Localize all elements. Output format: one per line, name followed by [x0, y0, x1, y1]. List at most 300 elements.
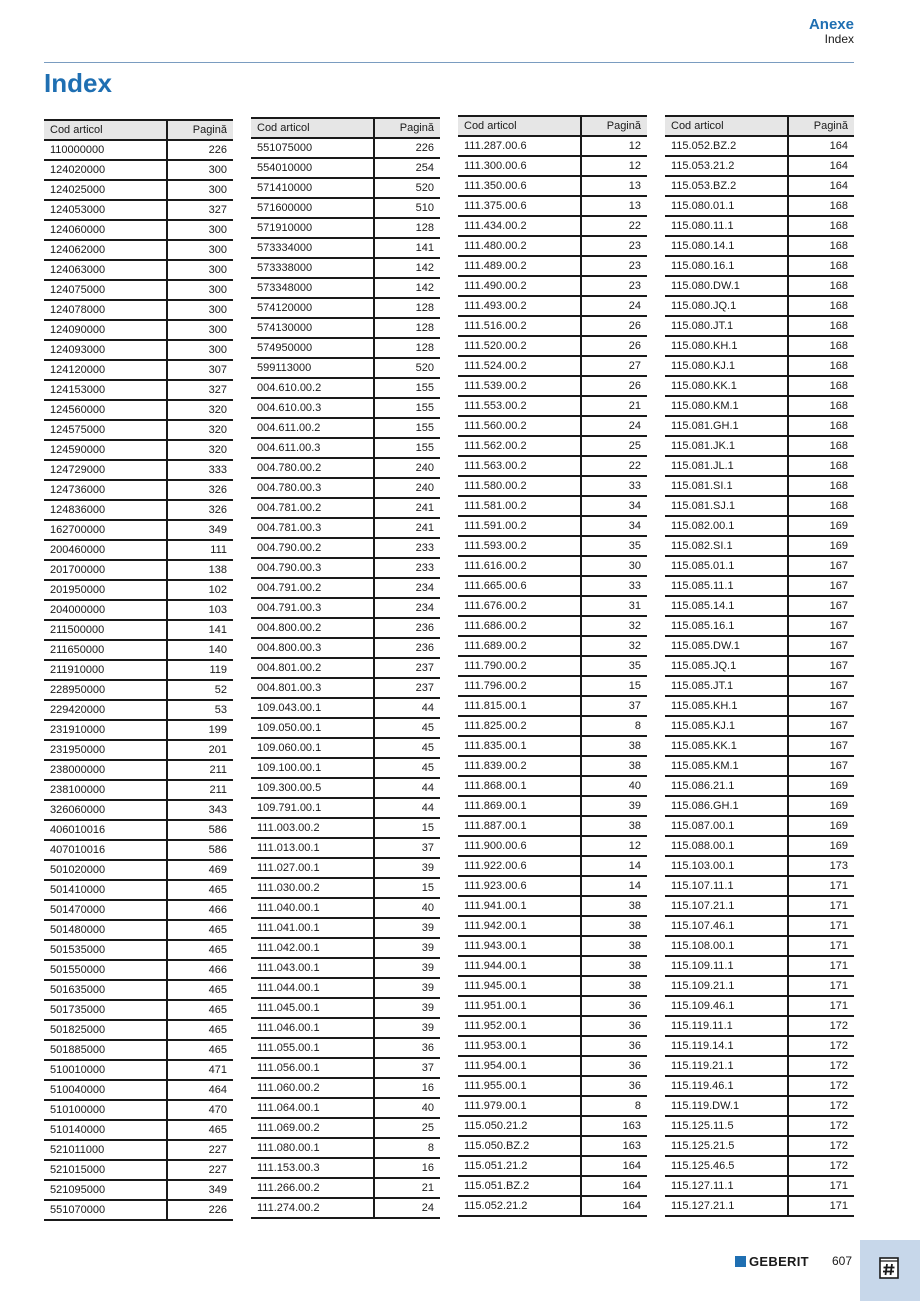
index-table-3	[458, 115, 647, 1217]
article-code: 111.686.00.2	[458, 616, 581, 636]
page-reference: 254	[374, 158, 440, 178]
page-reference: 15	[374, 878, 440, 898]
page-reference: 35	[581, 536, 647, 556]
article-code: 115.080.11.1	[665, 216, 788, 236]
article-code: 111.581.00.2	[458, 496, 581, 516]
table-row	[665, 1036, 854, 1056]
article-code: 111.953.00.1	[458, 1036, 581, 1056]
article-code: 004.780.00.2	[251, 458, 374, 478]
page-reference: 33	[581, 476, 647, 496]
table-row	[251, 1178, 440, 1198]
article-code: 211500000	[44, 620, 167, 640]
article-code: 111.591.00.2	[458, 516, 581, 536]
page-reference: 36	[581, 1036, 647, 1056]
table-row	[665, 936, 854, 956]
article-code: 111.941.00.1	[458, 896, 581, 916]
page-reference: 40	[374, 898, 440, 918]
page-reference: 171	[788, 956, 854, 976]
page-reference: 172	[788, 1076, 854, 1096]
page-reference: 44	[374, 698, 440, 718]
table-row	[665, 1016, 854, 1036]
article-code: 115.127.11.1	[665, 1176, 788, 1196]
article-code: 124736000	[44, 480, 167, 500]
article-code: 204000000	[44, 600, 167, 620]
page-reference: 163	[581, 1116, 647, 1136]
table-row	[251, 1098, 440, 1118]
table-row	[251, 1018, 440, 1038]
article-code: 111.952.00.1	[458, 1016, 581, 1036]
article-code: 109.791.00.1	[251, 798, 374, 818]
page-reference: 169	[788, 816, 854, 836]
index-table-4	[665, 115, 854, 1217]
page-reference: 211	[167, 780, 233, 800]
page-reference: 155	[374, 418, 440, 438]
article-code: 115.109.46.1	[665, 996, 788, 1016]
article-code: 115.085.JT.1	[665, 676, 788, 696]
table-row	[458, 176, 647, 196]
table-row	[44, 860, 233, 880]
article-code: 124053000	[44, 200, 167, 220]
page-reference: 169	[788, 796, 854, 816]
article-code: 115.082.00.1	[665, 516, 788, 536]
article-code: 004.611.00.2	[251, 418, 374, 438]
article-code: 501535000	[44, 940, 167, 960]
page-reference: 169	[788, 516, 854, 536]
article-code: 111.922.00.6	[458, 856, 581, 876]
page-reference: 171	[788, 1196, 854, 1216]
table-row	[458, 1016, 647, 1036]
table-row	[458, 216, 647, 236]
table-row	[251, 1038, 440, 1058]
page-reference: 38	[581, 896, 647, 916]
article-code: 551070000	[44, 1200, 167, 1220]
article-code: 111.027.00.1	[251, 858, 374, 878]
table-row	[44, 720, 233, 740]
article-code: 115.081.GH.1	[665, 416, 788, 436]
article-code: 111.287.00.6	[458, 136, 581, 156]
page-reference: 172	[788, 1136, 854, 1156]
table-row	[458, 896, 647, 916]
page-reference: 300	[167, 320, 233, 340]
page-reference: 12	[581, 136, 647, 156]
page-reference: 171	[788, 976, 854, 996]
article-code: 228950000	[44, 680, 167, 700]
page-reference: 155	[374, 438, 440, 458]
article-code: 238100000	[44, 780, 167, 800]
article-code: 004.781.00.3	[251, 518, 374, 538]
table-row	[458, 636, 647, 656]
page-reference: 168	[788, 396, 854, 416]
article-code: 115.053.21.2	[665, 156, 788, 176]
article-code: 004.781.00.2	[251, 498, 374, 518]
page-reference: 173	[788, 856, 854, 876]
page-reference: 44	[374, 798, 440, 818]
article-code: 111.923.00.6	[458, 876, 581, 896]
table-row	[458, 756, 647, 776]
notepad-hash-icon	[877, 1256, 901, 1280]
page-reference: 14	[581, 856, 647, 876]
table-row	[665, 956, 854, 976]
page-reference: 168	[788, 256, 854, 276]
page-reference: 142	[374, 258, 440, 278]
page-reference: 164	[581, 1156, 647, 1176]
table-header-row	[458, 116, 647, 136]
table-row	[251, 478, 440, 498]
page-reference: 168	[788, 496, 854, 516]
table-row	[458, 496, 647, 516]
table-row	[44, 220, 233, 240]
page-reference: 172	[788, 1056, 854, 1076]
article-code: 111.553.00.2	[458, 396, 581, 416]
page-reference: 38	[581, 916, 647, 936]
table-row	[665, 816, 854, 836]
article-code: 111.815.00.1	[458, 696, 581, 716]
table-row	[44, 520, 233, 540]
page-reference: 128	[374, 298, 440, 318]
article-code: 115.051.BZ.2	[458, 1176, 581, 1196]
article-code: 111.942.00.1	[458, 916, 581, 936]
article-code: 115.119.11.1	[665, 1016, 788, 1036]
article-code: 111.375.00.6	[458, 196, 581, 216]
article-code: 201700000	[44, 560, 167, 580]
page-reference: 466	[167, 960, 233, 980]
table-row	[458, 736, 647, 756]
page-reference: 320	[167, 400, 233, 420]
article-code: 571910000	[251, 218, 374, 238]
table-row	[44, 180, 233, 200]
article-code: 201950000	[44, 580, 167, 600]
page-reference: 38	[581, 956, 647, 976]
page-reference: 168	[788, 416, 854, 436]
page-reference: 172	[788, 1156, 854, 1176]
table-row	[665, 1056, 854, 1076]
table-row	[44, 600, 233, 620]
article-code: 111.796.00.2	[458, 676, 581, 696]
table-row	[665, 336, 854, 356]
article-code: 115.119.46.1	[665, 1076, 788, 1096]
article-code: 115.086.GH.1	[665, 796, 788, 816]
page-reference: 39	[374, 918, 440, 938]
article-code: 111.013.00.1	[251, 838, 374, 858]
page-reference: 349	[167, 1180, 233, 1200]
article-code: 004.801.00.3	[251, 678, 374, 698]
article-code: 004.801.00.2	[251, 658, 374, 678]
page-reference: 465	[167, 1040, 233, 1060]
table-row	[251, 198, 440, 218]
article-code: 111.493.00.2	[458, 296, 581, 316]
page-reference: 111	[167, 540, 233, 560]
article-code: 115.125.46.5	[665, 1156, 788, 1176]
table-row	[44, 1180, 233, 1200]
page-reference: 171	[788, 876, 854, 896]
table-row	[251, 438, 440, 458]
table-row	[251, 1118, 440, 1138]
table-row	[665, 1096, 854, 1116]
table-row	[44, 760, 233, 780]
article-code: 111.153.00.3	[251, 1158, 374, 1178]
page-reference: 164	[581, 1196, 647, 1216]
article-code: 554010000	[251, 158, 374, 178]
page-reference: 24	[374, 1198, 440, 1218]
page-reference: 300	[167, 160, 233, 180]
page-reference: 233	[374, 538, 440, 558]
article-code: 115.052.BZ.2	[665, 136, 788, 156]
article-code: 510040000	[44, 1080, 167, 1100]
page-reference: 326	[167, 480, 233, 500]
page-reference: 24	[581, 416, 647, 436]
table-row	[665, 996, 854, 1016]
article-code: 115.087.00.1	[665, 816, 788, 836]
table-row	[458, 476, 647, 496]
table-row	[251, 498, 440, 518]
table-row	[665, 196, 854, 216]
article-code: 111.887.00.1	[458, 816, 581, 836]
article-code: 111.520.00.2	[458, 336, 581, 356]
article-code: 573338000	[251, 258, 374, 278]
article-code: 115.080.DW.1	[665, 276, 788, 296]
page-reference: 36	[581, 1056, 647, 1076]
article-code: 115.080.KH.1	[665, 336, 788, 356]
table-row	[665, 136, 854, 156]
page-reference: 155	[374, 398, 440, 418]
table-row	[251, 298, 440, 318]
table-row	[251, 978, 440, 998]
page-reference: 167	[788, 696, 854, 716]
article-code: 115.109.11.1	[665, 956, 788, 976]
page-reference: 241	[374, 518, 440, 538]
table-row	[44, 440, 233, 460]
article-code: 111.045.00.1	[251, 998, 374, 1018]
table-row	[458, 416, 647, 436]
table-row	[665, 456, 854, 476]
table-row	[44, 360, 233, 380]
article-code: 109.060.00.1	[251, 738, 374, 758]
article-code: 573348000	[251, 278, 374, 298]
article-code: 115.085.KK.1	[665, 736, 788, 756]
table-row	[665, 436, 854, 456]
page-reference: 27	[581, 356, 647, 376]
article-code: 115.085.KM.1	[665, 756, 788, 776]
table-row	[44, 920, 233, 940]
page-reference: 167	[788, 616, 854, 636]
page-reference: 37	[374, 1058, 440, 1078]
article-code: 111.300.00.6	[458, 156, 581, 176]
article-code: 110000000	[44, 140, 167, 160]
article-code: 111.900.00.6	[458, 836, 581, 856]
article-code: 211650000	[44, 640, 167, 660]
table-row	[458, 436, 647, 456]
table-row	[458, 536, 647, 556]
table-row	[458, 1196, 647, 1216]
article-code: 111.043.00.1	[251, 958, 374, 978]
table-row	[251, 538, 440, 558]
article-code: 115.085.11.1	[665, 576, 788, 596]
page-reference: 300	[167, 240, 233, 260]
page-reference: 471	[167, 1060, 233, 1080]
page-reference: 300	[167, 180, 233, 200]
table-row	[665, 576, 854, 596]
table-row	[251, 938, 440, 958]
page-reference: 169	[788, 836, 854, 856]
page-reference: 16	[374, 1158, 440, 1178]
article-code: 115.108.00.1	[665, 936, 788, 956]
article-code: 111.955.00.1	[458, 1076, 581, 1096]
article-code: 004.791.00.3	[251, 598, 374, 618]
article-code: 111.665.00.6	[458, 576, 581, 596]
article-code: 111.266.00.2	[251, 1178, 374, 1198]
page-reference: 23	[581, 236, 647, 256]
article-code: 111.539.00.2	[458, 376, 581, 396]
article-code: 115.080.14.1	[665, 236, 788, 256]
table-row	[458, 556, 647, 576]
article-code: 111.560.00.2	[458, 416, 581, 436]
page-reference: 234	[374, 578, 440, 598]
article-code: 004.611.00.3	[251, 438, 374, 458]
article-code: 510010000	[44, 1060, 167, 1080]
geberit-square-icon	[735, 1256, 746, 1267]
article-code: 111.945.00.1	[458, 976, 581, 996]
article-code: 501480000	[44, 920, 167, 940]
table-row	[665, 976, 854, 996]
table-row	[251, 798, 440, 818]
table-row	[665, 276, 854, 296]
page-reference: 465	[167, 1020, 233, 1040]
table-row	[44, 1020, 233, 1040]
page-reference: 142	[374, 278, 440, 298]
table-row	[665, 736, 854, 756]
page-reference: 24	[581, 296, 647, 316]
page-reference: 15	[374, 818, 440, 838]
article-code: 111.350.00.6	[458, 176, 581, 196]
page-reference: 240	[374, 458, 440, 478]
page-reference: 164	[788, 176, 854, 196]
page-reference: 320	[167, 440, 233, 460]
article-code: 115.080.16.1	[665, 256, 788, 276]
table-row	[665, 476, 854, 496]
page-reference: 169	[788, 776, 854, 796]
table-row	[458, 916, 647, 936]
page-reference: 8	[374, 1138, 440, 1158]
article-code: 111.563.00.2	[458, 456, 581, 476]
header-page: Pagină	[581, 116, 647, 136]
article-code: 111.790.00.2	[458, 656, 581, 676]
page-reference: 236	[374, 638, 440, 658]
table-row	[458, 836, 647, 856]
page-reference: 171	[788, 916, 854, 936]
table-row	[251, 638, 440, 658]
table-row	[665, 796, 854, 816]
table-row	[44, 1060, 233, 1080]
page-reference: 32	[581, 636, 647, 656]
table-row	[44, 1140, 233, 1160]
page-reference: 226	[374, 138, 440, 158]
page-reference: 164	[581, 1176, 647, 1196]
table-row	[665, 616, 854, 636]
article-code: 004.610.00.3	[251, 398, 374, 418]
article-code: 115.080.KJ.1	[665, 356, 788, 376]
article-code: 111.524.00.2	[458, 356, 581, 376]
page-reference: 300	[167, 300, 233, 320]
page-reference: 25	[374, 1118, 440, 1138]
page-reference: 168	[788, 296, 854, 316]
page-reference: 167	[788, 576, 854, 596]
table-row	[44, 620, 233, 640]
table-row	[44, 880, 233, 900]
page-reference: 31	[581, 596, 647, 616]
article-code: 004.800.00.3	[251, 638, 374, 658]
page-reference: 168	[788, 376, 854, 396]
article-code: 124590000	[44, 440, 167, 460]
table-row	[458, 256, 647, 276]
table-row	[251, 618, 440, 638]
page-number: 607	[832, 1254, 853, 1268]
table-row	[458, 1116, 647, 1136]
page-reference: 15	[581, 676, 647, 696]
table-row	[251, 958, 440, 978]
table-row	[458, 1136, 647, 1156]
table-header-row	[44, 120, 233, 140]
article-code: 004.610.00.2	[251, 378, 374, 398]
table-row	[44, 680, 233, 700]
article-code: 111.825.00.2	[458, 716, 581, 736]
table-row	[665, 716, 854, 736]
page-reference: 465	[167, 880, 233, 900]
table-row	[44, 340, 233, 360]
page-reference: 349	[167, 520, 233, 540]
article-code: 115.080.JT.1	[665, 316, 788, 336]
header-page: Pagină	[788, 116, 854, 136]
page-title: Index	[44, 68, 112, 98]
page-reference: 140	[167, 640, 233, 660]
article-code: 111.080.00.1	[251, 1138, 374, 1158]
page-reference: 171	[788, 936, 854, 956]
page-reference: 32	[581, 616, 647, 636]
table-row	[665, 596, 854, 616]
brand-name: GEBERIT	[749, 1254, 809, 1269]
page-reference: 36	[581, 1016, 647, 1036]
article-code: 115.085.JQ.1	[665, 656, 788, 676]
article-code: 111.056.00.1	[251, 1058, 374, 1078]
page-reference: 586	[167, 840, 233, 860]
table-row	[458, 276, 647, 296]
table-row	[251, 418, 440, 438]
table-row	[665, 836, 854, 856]
table-row	[251, 738, 440, 758]
article-code: 115.053.BZ.2	[665, 176, 788, 196]
table-row	[44, 980, 233, 1000]
table-row	[44, 480, 233, 500]
page-reference: 172	[788, 1036, 854, 1056]
page-reference: 300	[167, 340, 233, 360]
table-row	[44, 1120, 233, 1140]
page-reference: 23	[581, 276, 647, 296]
table-row	[458, 676, 647, 696]
page-reference: 241	[374, 498, 440, 518]
page-reference: 33	[581, 576, 647, 596]
table-row	[458, 516, 647, 536]
page-reference: 39	[374, 958, 440, 978]
table-row	[665, 236, 854, 256]
article-code: 111.869.00.1	[458, 796, 581, 816]
table-row	[251, 898, 440, 918]
page-reference: 167	[788, 756, 854, 776]
table-row	[665, 676, 854, 696]
article-code: 111.274.00.2	[251, 1198, 374, 1218]
page-reference: 103	[167, 600, 233, 620]
article-code: 115.052.21.2	[458, 1196, 581, 1216]
page-reference: 167	[788, 556, 854, 576]
page-reference: 320	[167, 420, 233, 440]
